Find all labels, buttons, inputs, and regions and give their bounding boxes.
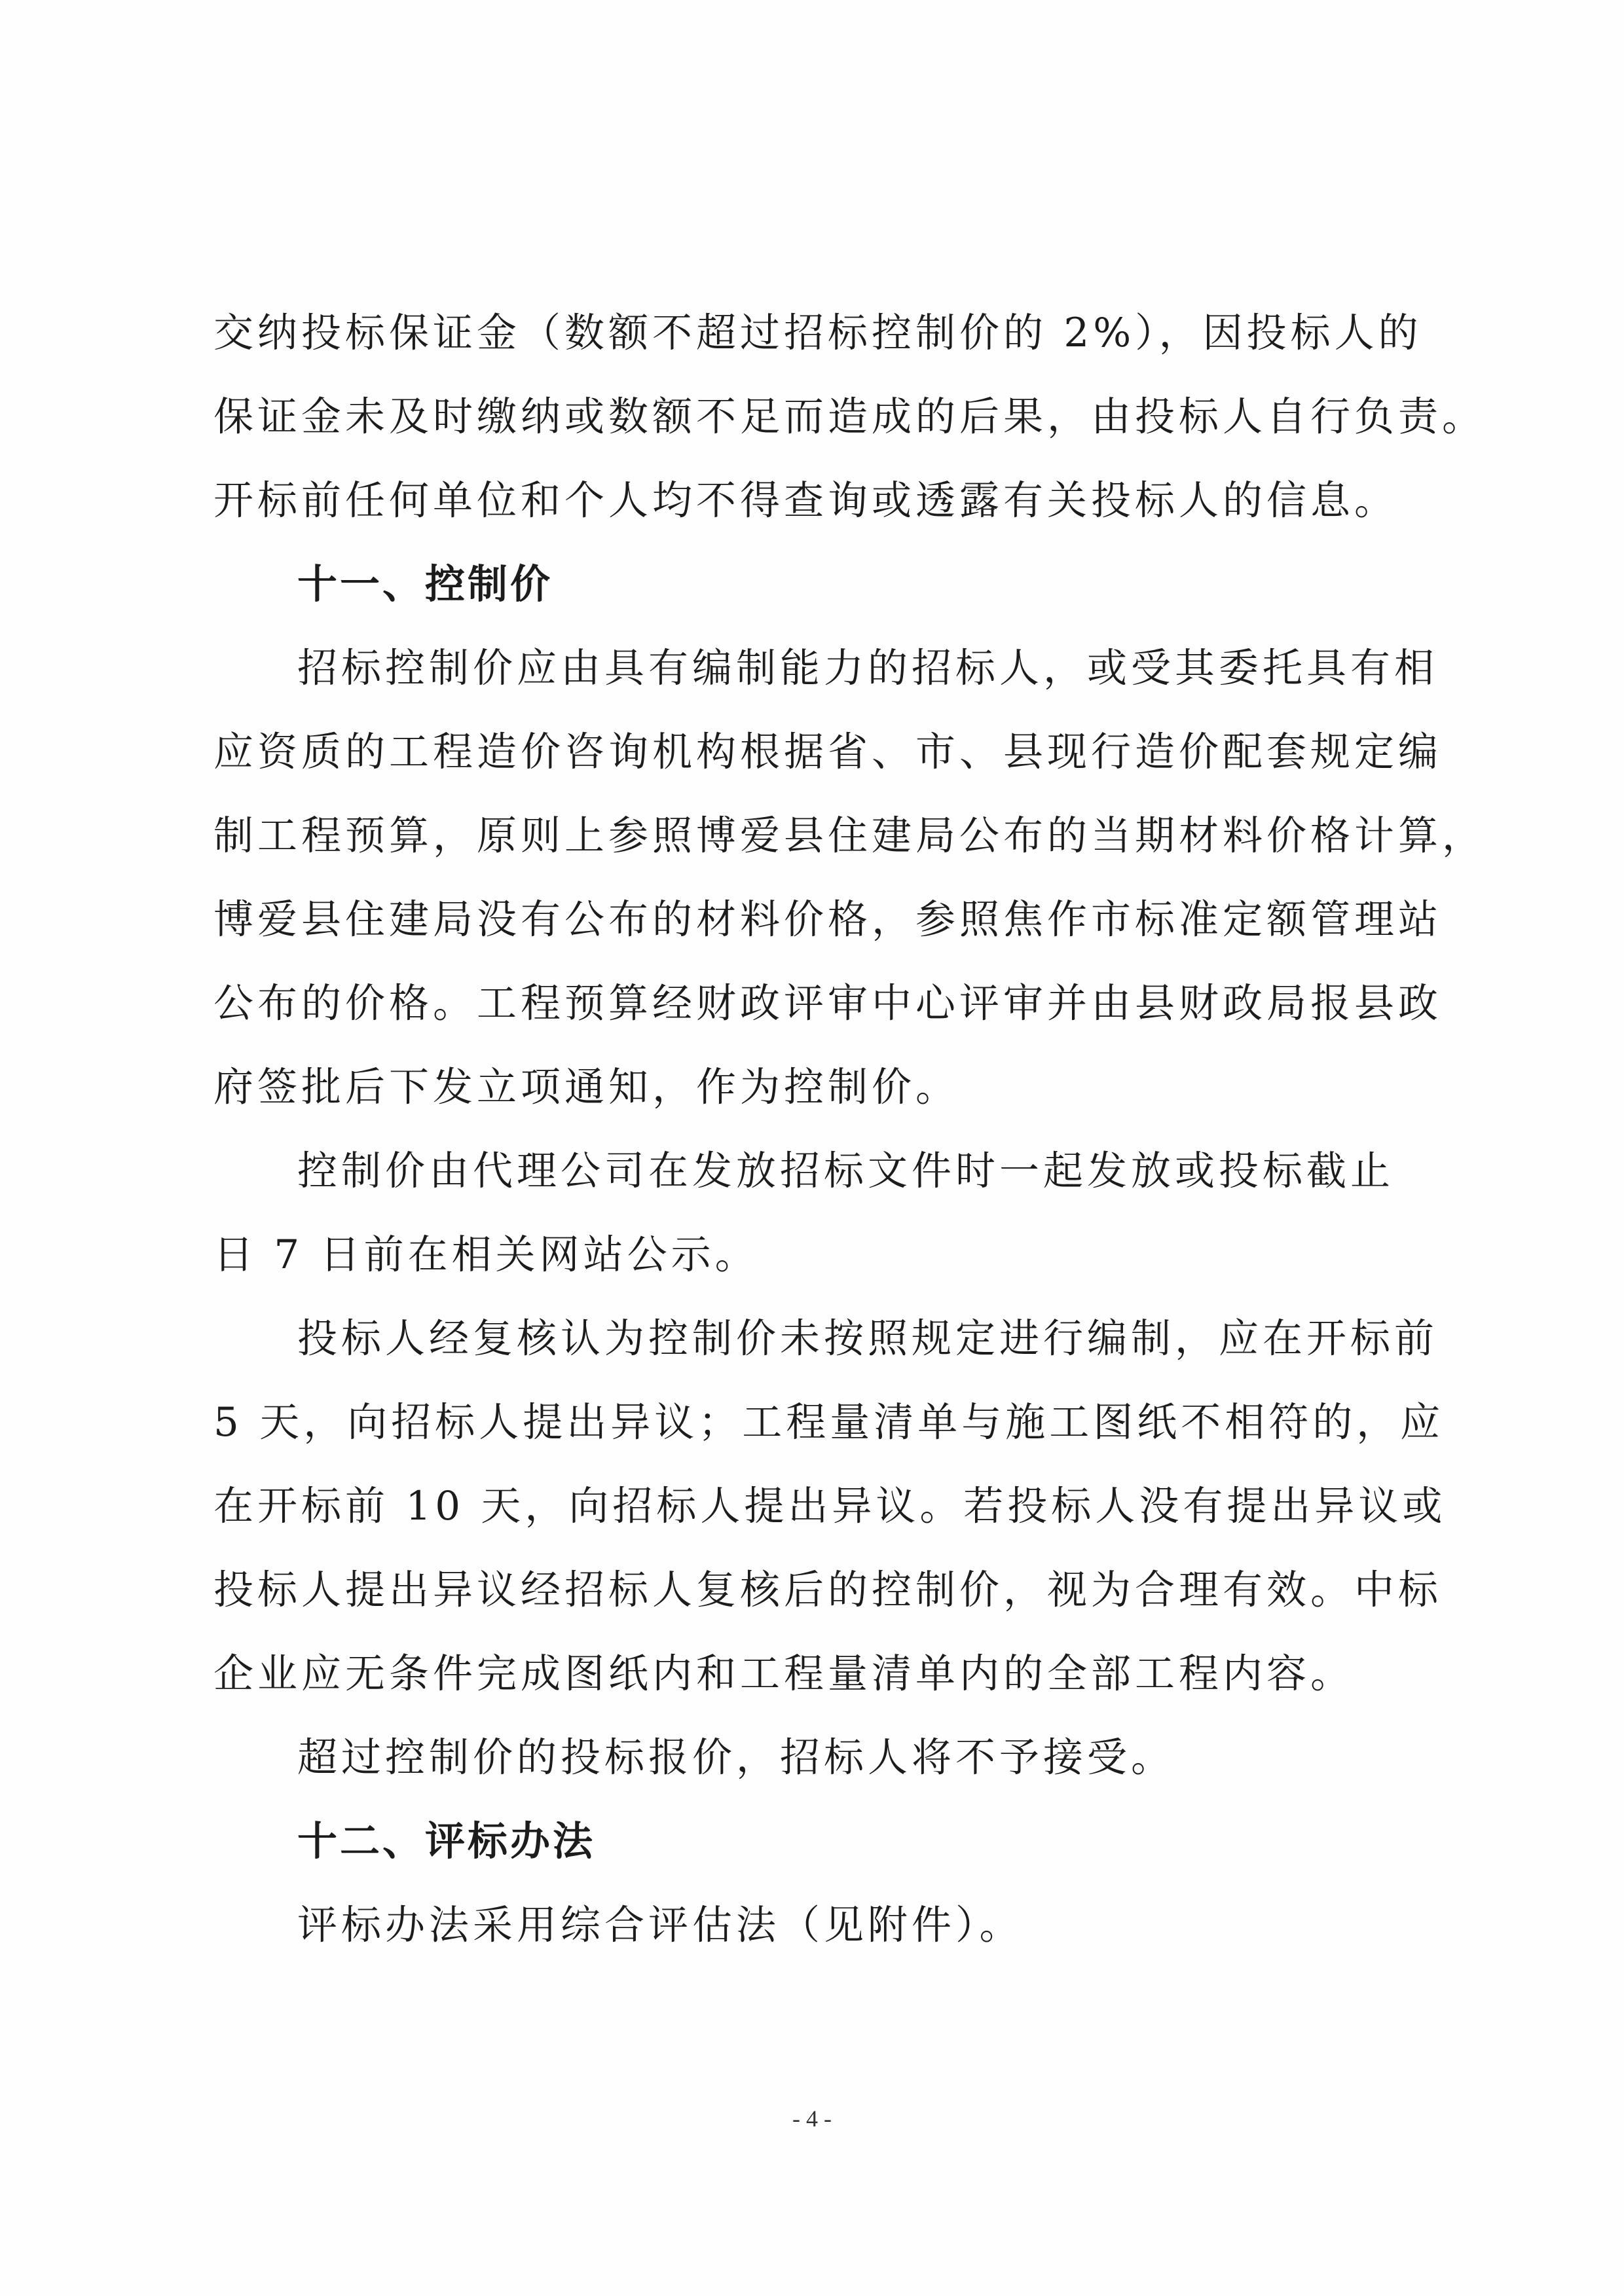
paragraph-deposit	[213, 291, 1486, 543]
text-line: 交纳投标保证金（数额不超过招标控制价的 2%），因投标人的	[213, 310, 1422, 356]
text-line: 应资质的工程造价咨询机构根据省、市、县现行造价配套规定编	[213, 729, 1443, 775]
text-line: 公布的价格。工程预算经财政评审中心评审并由县财政局报县政	[213, 980, 1443, 1027]
text-line: 超过控制价的投标报价，招标人将不予接受。	[297, 1734, 1175, 1781]
page-content	[213, 291, 1486, 1967]
text-line: 评标办法采用综合评估法（见附件）。	[297, 1902, 1024, 1948]
text-line: 企业应无条件完成图纸内和工程量清单内的全部工程内容。	[213, 1650, 1355, 1697]
text-line: 招标控制价应由具有编制能力的招标人，或受其委托具有相	[297, 645, 1439, 691]
paragraph-control-price-limit	[213, 1716, 1418, 1800]
text-line: 开标前任何单位和个人均不得查询或透露有关投标人的信息。	[213, 477, 1399, 524]
text-line: 投标人经复核认为控制价未按照规定进行编制，应在开标前	[297, 1315, 1439, 1362]
text-line: 府签批后下发立项通知，作为控制价。	[213, 1064, 960, 1110]
text-line: 日 7 日前在相关网站公示。	[213, 1231, 759, 1278]
text-line: 制工程预算，原则上参照博爱县住建局公布的当期材料价格计算，	[213, 812, 1486, 859]
text-line: 5 天，向招标人提出异议；工程量清单与施工图纸不相符的，应	[213, 1399, 1445, 1446]
page-number: - 4 -	[792, 2105, 832, 2132]
paragraph-control-price-release	[213, 1129, 1418, 1297]
section-heading-control-price: 十一、控制价	[297, 561, 553, 608]
paragraph-control-price-objection	[213, 1297, 1447, 1716]
text-line: 控制价由代理公司在发放招标文件时一起发放或投标截止	[297, 1148, 1395, 1194]
section-heading-evaluation-method: 十二、评标办法	[297, 1818, 596, 1865]
text-line: 在开标前 10 天，向招标人提出异议。若投标人没有提出异议或	[213, 1483, 1447, 1529]
paragraph-control-price-basis	[213, 627, 1486, 1129]
text-line: 投标人提出异议经招标人复核后的控制价，视为合理有效。中标	[213, 1567, 1443, 1613]
paragraph-evaluation-method	[213, 1884, 1418, 1967]
text-line: 保证金未及时缴纳或数额不足而造成的后果，由投标人自行负责。	[213, 393, 1486, 440]
text-line: 博爱县住建局没有公布的材料价格，参照焦作市标准定额管理站	[213, 896, 1443, 943]
